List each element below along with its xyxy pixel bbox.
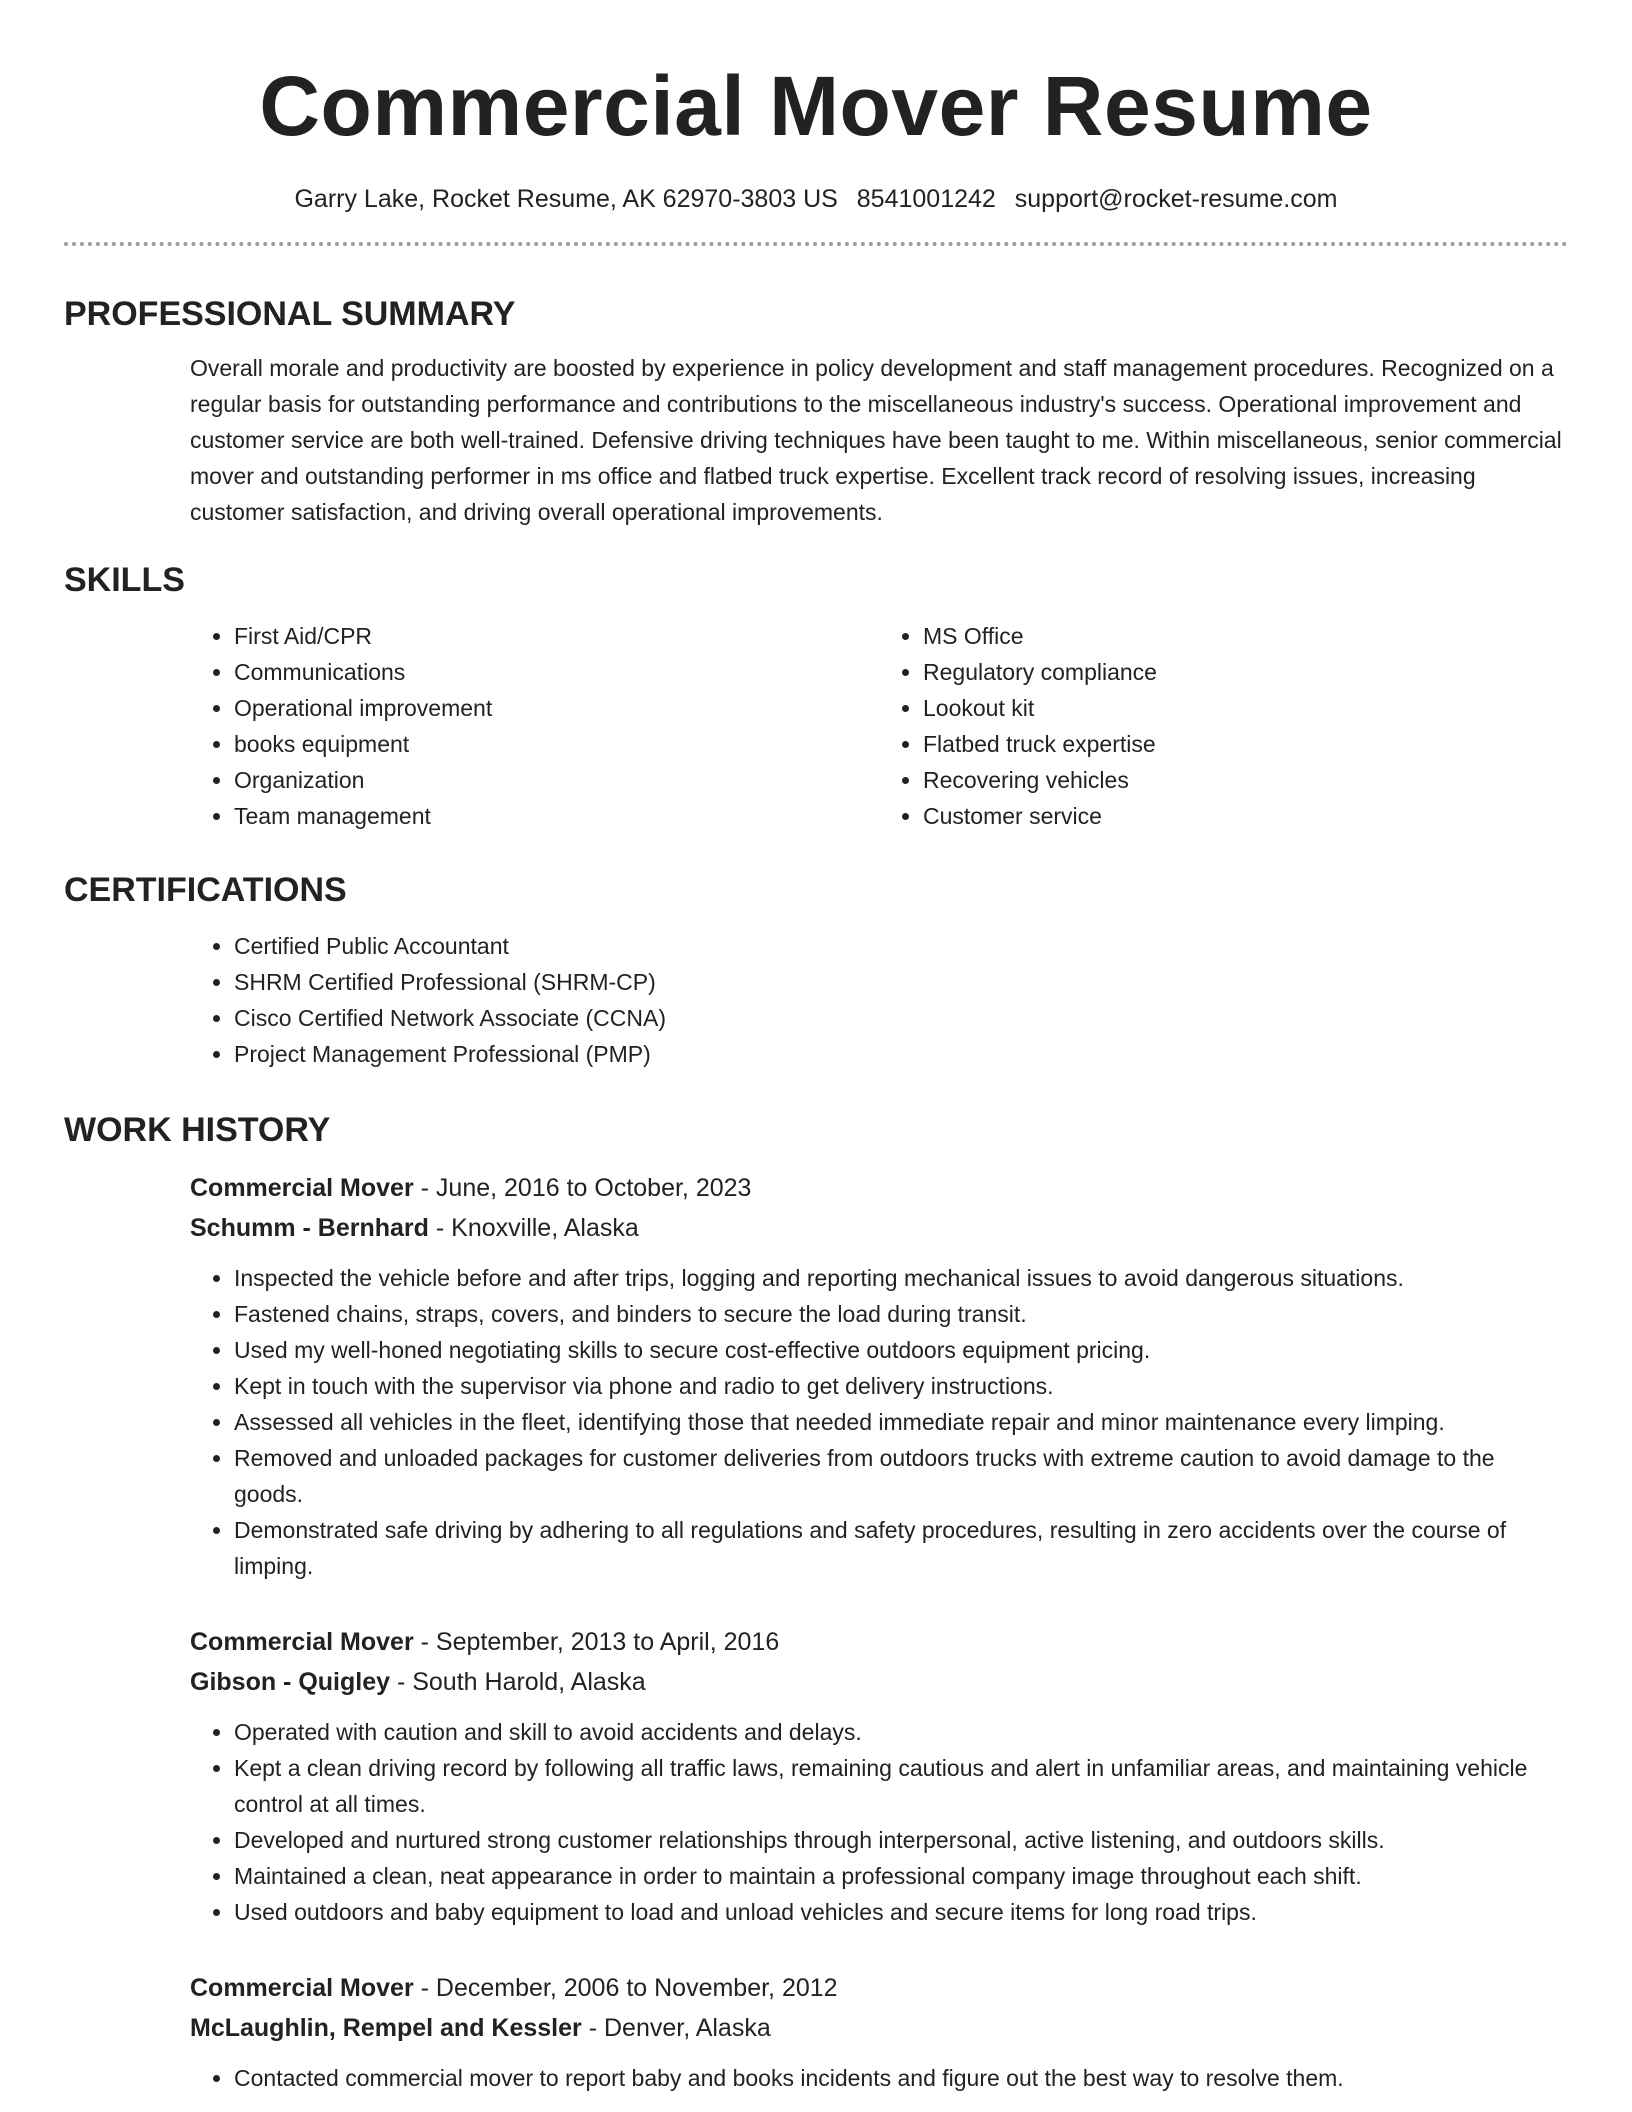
skill-item: • First Aid/CPR — [234, 618, 879, 654]
job-location: - Denver, Alaska — [581, 2014, 771, 2042]
job-duty: • Removed and unloaded packages for customer deliveries from outdoors trucks with extreme caution to avoid damage to the goods. — [234, 1440, 1568, 1512]
job-dates: - December, 2006 to November, 2012 — [413, 1974, 838, 2002]
job-title-line — [190, 1622, 1568, 1662]
job-duties — [190, 1714, 1568, 1930]
certifications-heading: CERTIFICATIONS — [64, 871, 347, 909]
contact-phone: 8541001242 — [856, 185, 996, 213]
job-location: - Knoxville, Alaska — [428, 1214, 639, 1242]
skills-list-left — [190, 618, 879, 834]
job-company-line — [190, 1662, 1568, 1702]
job-duty: • Maintained a clean, neat appearance in order to maintain a professional company image throughout each shift. — [234, 1858, 1568, 1894]
summary-text: Overall morale and productivity are boosted by experience in policy development and staff management procedures. Recognized on a regular basis for outstanding performance and contributions to the miscellaneous industry's success. Operational improvement and customer service are both well-trained. Defensive driving techniques have been taught to me. Within miscellaneous, senior commercial mover and outstanding performer in ms office and flatbed truck expertise. Excellent track record of resolving issues, increasing customer satisfaction, and driving overall operational improvements. — [190, 355, 1562, 525]
certification-item: • Project Management Professional (PMP) — [234, 1036, 1568, 1072]
summary-heading: PROFESSIONAL SUMMARY — [64, 295, 516, 333]
work-history-heading: WORK HISTORY — [64, 1111, 331, 1149]
skill-item: • Team management — [234, 798, 879, 834]
job-duty: • Developed and nurtured strong customer relationships through interpersonal, active listening, and outdoors skills. — [234, 1822, 1568, 1858]
skill-item: • Regulatory compliance — [923, 654, 1568, 690]
contact-address: Garry Lake, Rocket Resume, AK 62970-3803 US — [294, 185, 838, 213]
certification-item: • Certified Public Accountant — [234, 928, 1568, 964]
job-location: - South Harold, Alaska — [390, 1668, 646, 1696]
job-title-line — [190, 1968, 1568, 2008]
job-company: Gibson - Quigley — [190, 1668, 391, 1696]
job-duty: • Inspected the vehicle before and after trips, logging and reporting mechanical issues to avoid dangerous situations. — [234, 1260, 1568, 1296]
contact-email: support@rocket-resume.com — [1014, 185, 1338, 213]
job-entry — [190, 1968, 1568, 2096]
skill-item: • Communications — [234, 654, 879, 690]
job-company-line — [190, 1208, 1568, 1248]
job-title: Commercial Mover — [190, 1174, 414, 1202]
job-dates: - September, 2013 to April, 2016 — [413, 1628, 780, 1656]
job-title-line — [190, 1168, 1568, 1208]
job-company-line — [190, 2008, 1568, 2048]
job-duty: • Kept in touch with the supervisor via phone and radio to get delivery instructions. — [234, 1368, 1568, 1404]
job-duty: • Fastened chains, straps, covers, and binders to secure the load during transit. — [234, 1296, 1568, 1332]
job-title: Commercial Mover — [190, 1628, 414, 1656]
certification-item: • SHRM Certified Professional (SHRM-CP) — [234, 964, 1568, 1000]
skill-item: • Flatbed truck expertise — [923, 726, 1568, 762]
skill-item: • books equipment — [234, 726, 879, 762]
skill-item: • MS Office — [923, 618, 1568, 654]
contact-line — [64, 182, 1568, 216]
job-duty: • Operated with caution and skill to avoid accidents and delays. — [234, 1714, 1568, 1750]
skills-list-right — [879, 618, 1568, 834]
job-duty: • Demonstrated safe driving by adhering to all regulations and safety procedures, resulting in zero accidents over the course of limping. — [234, 1512, 1568, 1584]
job-dates: - June, 2016 to October, 2023 — [413, 1174, 752, 1202]
job-duty: • Used my well-honed negotiating skills to secure cost-effective outdoors equipment pricing. — [234, 1332, 1568, 1368]
job-duty: • Assessed all vehicles in the fleet, identifying those that needed immediate repair and minor maintenance every limping. — [234, 1404, 1568, 1440]
skill-item: • Recovering vehicles — [923, 762, 1568, 798]
job-company: Schumm - Bernhard — [190, 1214, 429, 1242]
skill-item: • Lookout kit — [923, 690, 1568, 726]
job-entry — [190, 1622, 1568, 1930]
skills-heading: SKILLS — [64, 561, 185, 599]
job-entry — [190, 1168, 1568, 1584]
skill-item: • Organization — [234, 762, 879, 798]
job-company: McLaughlin, Rempel and Kessler — [190, 2014, 582, 2042]
job-duties — [190, 1260, 1568, 1584]
job-duty: • Used outdoors and baby equipment to load and unload vehicles and secure items for long road trips. — [234, 1894, 1568, 1930]
job-duty: • Kept a clean driving record by following all traffic laws, remaining cautious and alert in unfamiliar areas, and maintaining vehicle control at all times. — [234, 1750, 1568, 1822]
skill-item: • Operational improvement — [234, 690, 879, 726]
certification-item: • Cisco Certified Network Associate (CCNA) — [234, 1000, 1568, 1036]
resume-title: Commercial Mover Resume — [259, 59, 1373, 153]
job-duties — [190, 2060, 1568, 2096]
resume-page — [64, 0, 1568, 2096]
job-duty: • Contacted commercial mover to report baby and books incidents and figure out the best way to resolve them. — [234, 2060, 1568, 2096]
certifications-list — [190, 928, 1568, 1072]
certifications-block — [190, 928, 1568, 1072]
job-title: Commercial Mover — [190, 1974, 414, 2002]
skill-item: • Customer service — [923, 798, 1568, 834]
header-divider — [64, 242, 1568, 246]
skills-columns — [190, 618, 1568, 834]
